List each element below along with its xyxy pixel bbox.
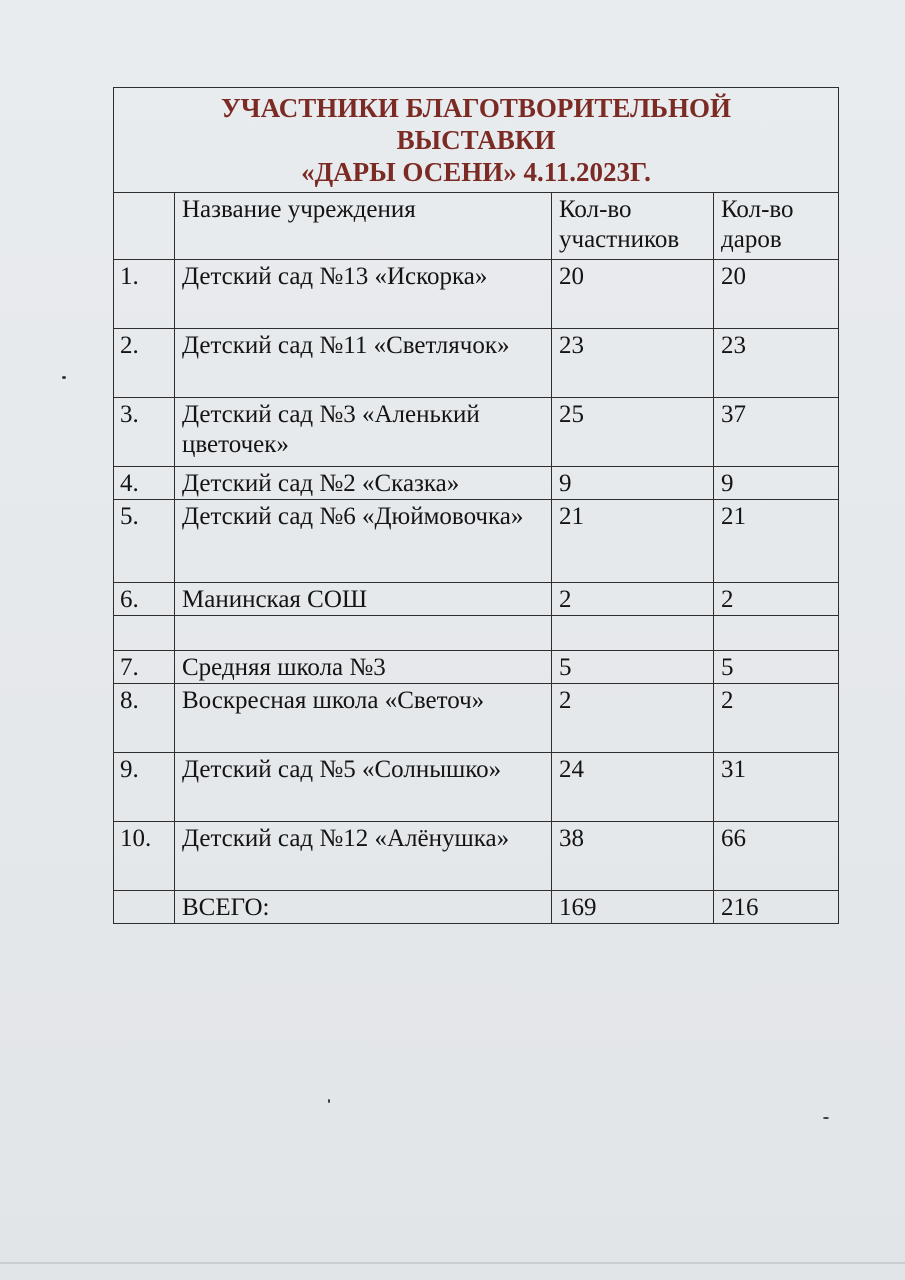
table-row [114,500,839,583]
row-participants: 5 [552,651,714,684]
row-num: 10. [114,822,175,891]
table-row [114,822,839,891]
row-num: 8. [114,684,175,753]
table-row [114,398,839,467]
row-num: 2. [114,329,175,398]
table-row [114,753,839,822]
row-num: 6. [114,583,175,616]
table-row [114,651,839,684]
participants-table [113,87,839,924]
row-gifts: 21 [714,500,839,583]
row-participants: 2 [552,583,714,616]
table-row [114,329,839,398]
total-gifts: 216 [714,891,839,924]
total-num [114,891,175,924]
header-gifts: Кол-во даров [714,193,839,260]
row-participants: 38 [552,822,714,891]
row-num: 4. [114,467,175,500]
row-participants: 21 [552,500,714,583]
row-participants: 25 [552,398,714,467]
row-gifts [714,616,839,651]
row-participants: 23 [552,329,714,398]
row-participants [552,616,714,651]
header-participants: Кол-во участников [552,193,714,260]
row-participants: 24 [552,753,714,822]
row-name [175,616,552,651]
page-bottom-edge [0,1262,905,1264]
row-participants: 2 [552,684,714,753]
row-gifts: 66 [714,822,839,891]
row-gifts: 20 [714,260,839,329]
header-row [114,193,839,260]
table-title [114,88,839,193]
paper-speck [328,1099,330,1103]
total-label: ВСЕГО: [175,891,552,924]
title-line-3: «ДАРЫ ОСЕНИ» 4.11.2023Г. [301,157,651,187]
row-gifts: 2 [714,684,839,753]
row-num: 7. [114,651,175,684]
row-gifts: 5 [714,651,839,684]
paper-speck [62,376,66,379]
row-gifts: 9 [714,467,839,500]
row-gifts: 31 [714,753,839,822]
header-num [114,193,175,260]
total-participants: 169 [552,891,714,924]
title-row [114,88,839,193]
row-num: 5. [114,500,175,583]
paper-speck [823,1117,829,1119]
row-participants: 9 [552,467,714,500]
title-line-1: УЧАСТНИКИ БЛАГОТВОРИТЕЛЬНОЙ [220,93,732,123]
table-row [114,467,839,500]
table-row [114,260,839,329]
row-num: 1. [114,260,175,329]
header-name: Название учреждения [175,193,552,260]
table-row-empty [114,616,839,651]
row-gifts: 2 [714,583,839,616]
total-row [114,891,839,924]
row-name: Детский сад №3 «Аленький цветочек» [175,398,552,467]
table-row [114,684,839,753]
row-name: Манинская СОШ [175,583,552,616]
row-gifts: 23 [714,329,839,398]
row-name: Детский сад №5 «Солнышко» [175,753,552,822]
row-name: Детский сад №2 «Сказка» [175,467,552,500]
row-gifts: 37 [714,398,839,467]
row-num: 3. [114,398,175,467]
title-line-2: ВЫСТАВКИ [396,125,556,155]
row-name: Детский сад №13 «Искорка» [175,260,552,329]
row-name: Детский сад №12 «Алёнушка» [175,822,552,891]
row-name: Детский сад №11 «Светлячок» [175,329,552,398]
row-participants: 20 [552,260,714,329]
table-row [114,583,839,616]
row-num [114,616,175,651]
row-name: Воскресная школа «Светоч» [175,684,552,753]
row-name: Средняя школа №3 [175,651,552,684]
row-num: 9. [114,753,175,822]
row-name: Детский сад №6 «Дюймовочка» [175,500,552,583]
